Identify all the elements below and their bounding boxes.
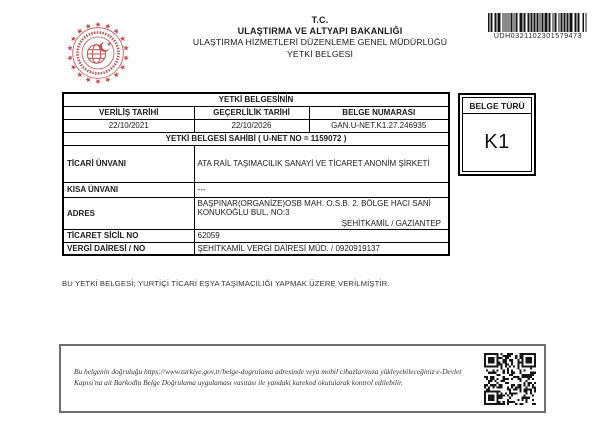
header-directorate: ULAŞTIRMA HİZMETLERİ DÜZENLEME GENEL MÜDÜRLÜĞÜ <box>192 37 448 48</box>
row-label-ticari-unvani: TİCARİ ÜNVANI <box>63 145 194 182</box>
doc-number-value: GAN.U-NET.K1.27.246935 <box>309 119 449 132</box>
row-label-kisa-unvani: KISA ÜNVANI <box>63 182 194 197</box>
certificate-table <box>62 92 450 256</box>
verification-text: Bu belgenin doğruluğu https://www.turkiye.gov.tr/belge-dogrulama adresinde veya mobil cihazlarınıza yükleyebileceğiniz e-Devlet Kapısı'na ait Barkodlu Belge Doğrulama uygulaması vasıtası ile yandaki karekod okutularak kontrol edilebilir. <box>74 367 462 387</box>
belge-turu-label: BELGE TÜRÜ <box>463 98 531 114</box>
valid-date-value: 22/10/2026 <box>194 119 309 132</box>
col-header-valid-date: GEÇERLİLİK TARİHİ <box>194 106 309 119</box>
row-value-sicil-no: 62059 <box>194 229 449 242</box>
verification-box <box>59 344 546 413</box>
header-ministry: ULAŞTIRMA VE ALTYAPI BAKANLIĞI <box>237 26 403 37</box>
owner-section-title: YETKİ BELGESİ SAHİBİ ( U-NET NO = 1159072 ) <box>63 132 449 145</box>
row-label-vergi: VERGİ DAİRESİ / NO <box>63 242 194 255</box>
authorization-statement: BU YETKİ BELGESİ; YURTİÇİ TİCARİ EŞYA TAŞIMACILIĞI YAPMAK ÜZERE VERİLMİŞTİR. <box>62 279 390 288</box>
col-header-issue-date: VERİLİŞ TARİHİ <box>63 106 194 119</box>
ministry-seal-icon <box>66 21 130 85</box>
document-header <box>130 15 510 60</box>
barcode-icon <box>488 13 588 32</box>
address-line: BAŞPINAR(ORGANİZE)OSB MAH. O.S.B. 2. BÖLGE HACI SANİ KONUKOĞLU BUL. NO:3 <box>197 198 431 217</box>
header-doc-type: YETKİ BELGESİ <box>287 48 353 59</box>
issue-date-value: 22/10/2021 <box>63 119 194 132</box>
belge-turu-box <box>458 93 536 176</box>
row-value-ticari-unvani: ATA RAİL TAŞIMACILIK SANAYİ VE TİCARET ANONİM ŞİRKETİ <box>194 145 449 182</box>
barcode-number: UDH0321102301579473 <box>493 33 583 40</box>
belge-turu-value: K1 <box>484 131 510 153</box>
row-label-sicil-no: TİCARET SİCİL NO <box>63 229 194 242</box>
belge-turu-inner <box>462 97 532 172</box>
header-tc: T.C. <box>311 15 329 25</box>
row-value-vergi: ŞEHİTKAMİL VERGİ DAİRESİ MÜD. / 0920919137 <box>194 242 449 255</box>
barcode-block <box>488 13 588 40</box>
qr-code-icon <box>484 353 536 405</box>
col-header-doc-number: BELGE NUMARASI <box>309 106 449 119</box>
table-section-title: YETKİ BELGESİNİN <box>63 93 449 106</box>
row-label-adres: ADRES <box>63 197 194 229</box>
row-value-adres <box>194 197 449 229</box>
address-city: ŞEHİTKAMİL / GAZİANTEP <box>341 218 441 228</box>
row-value-kisa-unvani: --- <box>194 182 449 197</box>
crescent-star-icon <box>100 42 112 52</box>
